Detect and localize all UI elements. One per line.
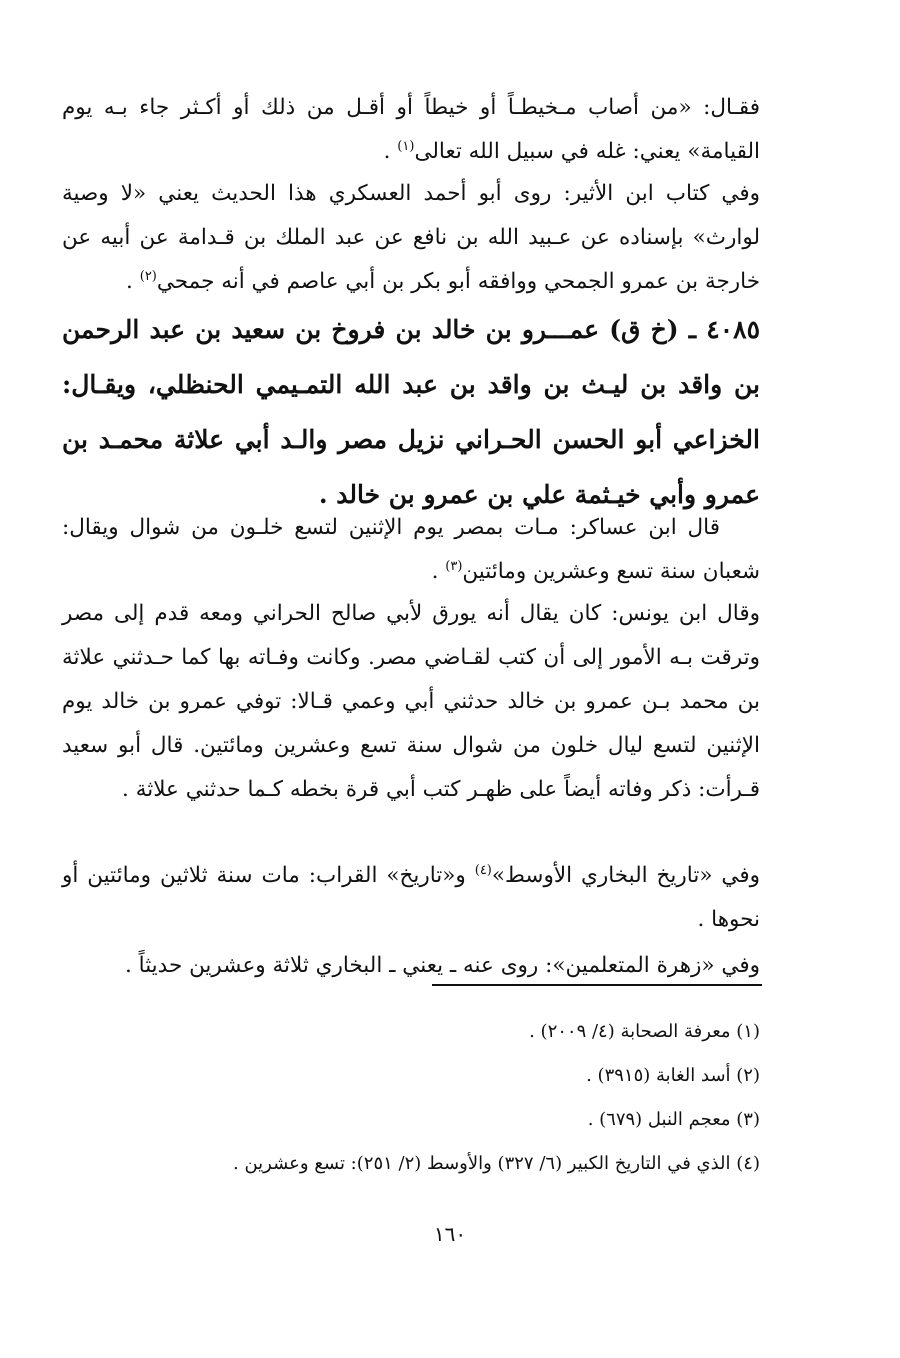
asakir-paragraph	[62, 506, 760, 594]
footnote-2: (٢) أسد الغابة (٣٩١٥) .	[586, 1065, 760, 1086]
intro-paragraph	[62, 86, 760, 174]
footnote-ref-4: (٤)	[474, 862, 492, 878]
zahra-text: وفي «زهرة المتعلمين»: روى عنه ـ يعني ـ البخاري ثلاثة وعشرين حديثاً .	[124, 953, 760, 978]
zahra-paragraph	[62, 944, 760, 988]
footnote-divider	[432, 984, 762, 986]
page-number: ١٦٠	[433, 1222, 467, 1246]
intro-period: .	[383, 139, 391, 164]
yunus-text: وقال ابن يونس: كان يقال أنه يورق لأبي صالح الحراني ومعه قدم إلى مصر وترقت بـه الأمور إلى أن كتب لقـاضي مصر. وكانت وفـاته بها كما حـدثني علاثة بن محمد بـن عمرو بن خالد حدثني أبي وعمي قـالا: توفي عمرو بن خالد يوم الإثنين لتسع ليال خلون من شوال سنة تسع وعشرين ومائتين. قال أبو سعيد قـرأت: ذكر وفاته أيضاً على ظهـر كتب أبي قرة بخطه كـما حدثني علاثة .	[62, 601, 760, 802]
bukhari-paragraph	[62, 854, 760, 942]
bukhari-text-rest: و«تاريخ» القراب: مات سنة ثلاثين ومائتين أو نحوها .	[62, 863, 760, 932]
footnote-4: (٤) الذي في التاريخ الكبير (٦/ ٣٢٧) والأوسط (٢/ ٢٥١): تسع وعشرين .	[233, 1153, 760, 1174]
asakir-text: قال ابن عساكر: مـات بمصر يوم الإثنين لتسع خلـون من شوال ويقال: شعبان سنة تسع وعشرين ومائتين	[62, 515, 760, 584]
bukhari-text: وفي «تاريخ البخاري الأوسط»	[491, 863, 760, 888]
yunus-paragraph	[62, 592, 760, 812]
athir-text: وفي كتاب ابن الأثير: روى أبو أحمد العسكري هذا الحديث يعني «لا وصية لوارث» بإسناده عن عـبيد الله بن نافع عن عبد الملك بن قـدامة عن أبيه عن خارجة بن عمرو الجمحي ووافقه أبو بكر بن أبي عاصم في أنه جمحي	[62, 181, 760, 294]
footnote-1: (١) معرفة الصحابة (٤/ ٢٠٠٩) .	[529, 1021, 760, 1042]
footnote-ref-2: (٢)	[139, 268, 157, 284]
footnote-ref-1: (١)	[397, 138, 415, 154]
athir-period: .	[126, 269, 133, 294]
biography-entry-heading	[62, 302, 760, 522]
intro-text: فقـال: «من أصاب مـخيطـاً أو خيطاً أو أقـل من ذلك أو أكـثر جاء بـه يوم القيامة» يعني: غله في سبيل الله تعالى	[62, 95, 760, 164]
footnote-3: (٣) معجم النبل (٦٧٩) .	[587, 1109, 760, 1130]
entry-text: ٤٠٨٥ ـ (خ ق) عمـــرو بن خالد بن فروخ بن سعيد بن عبد الرحمن بن واقد بن ليـث بن واقد بن عبد الله التمـيمي الحنظلي، ويقـال: الخزاعي أبو الحسن الحـراني نزيل مصر والـد أبي علاثة محمـد بن عمرو وأبي خيـثمة علي بن عمرو بن خالد .	[62, 315, 760, 509]
asakir-period: .	[431, 559, 439, 584]
footnote-ref-3: (٣)	[445, 558, 463, 574]
athir-paragraph	[62, 172, 760, 304]
footnotes	[200, 1010, 760, 1186]
